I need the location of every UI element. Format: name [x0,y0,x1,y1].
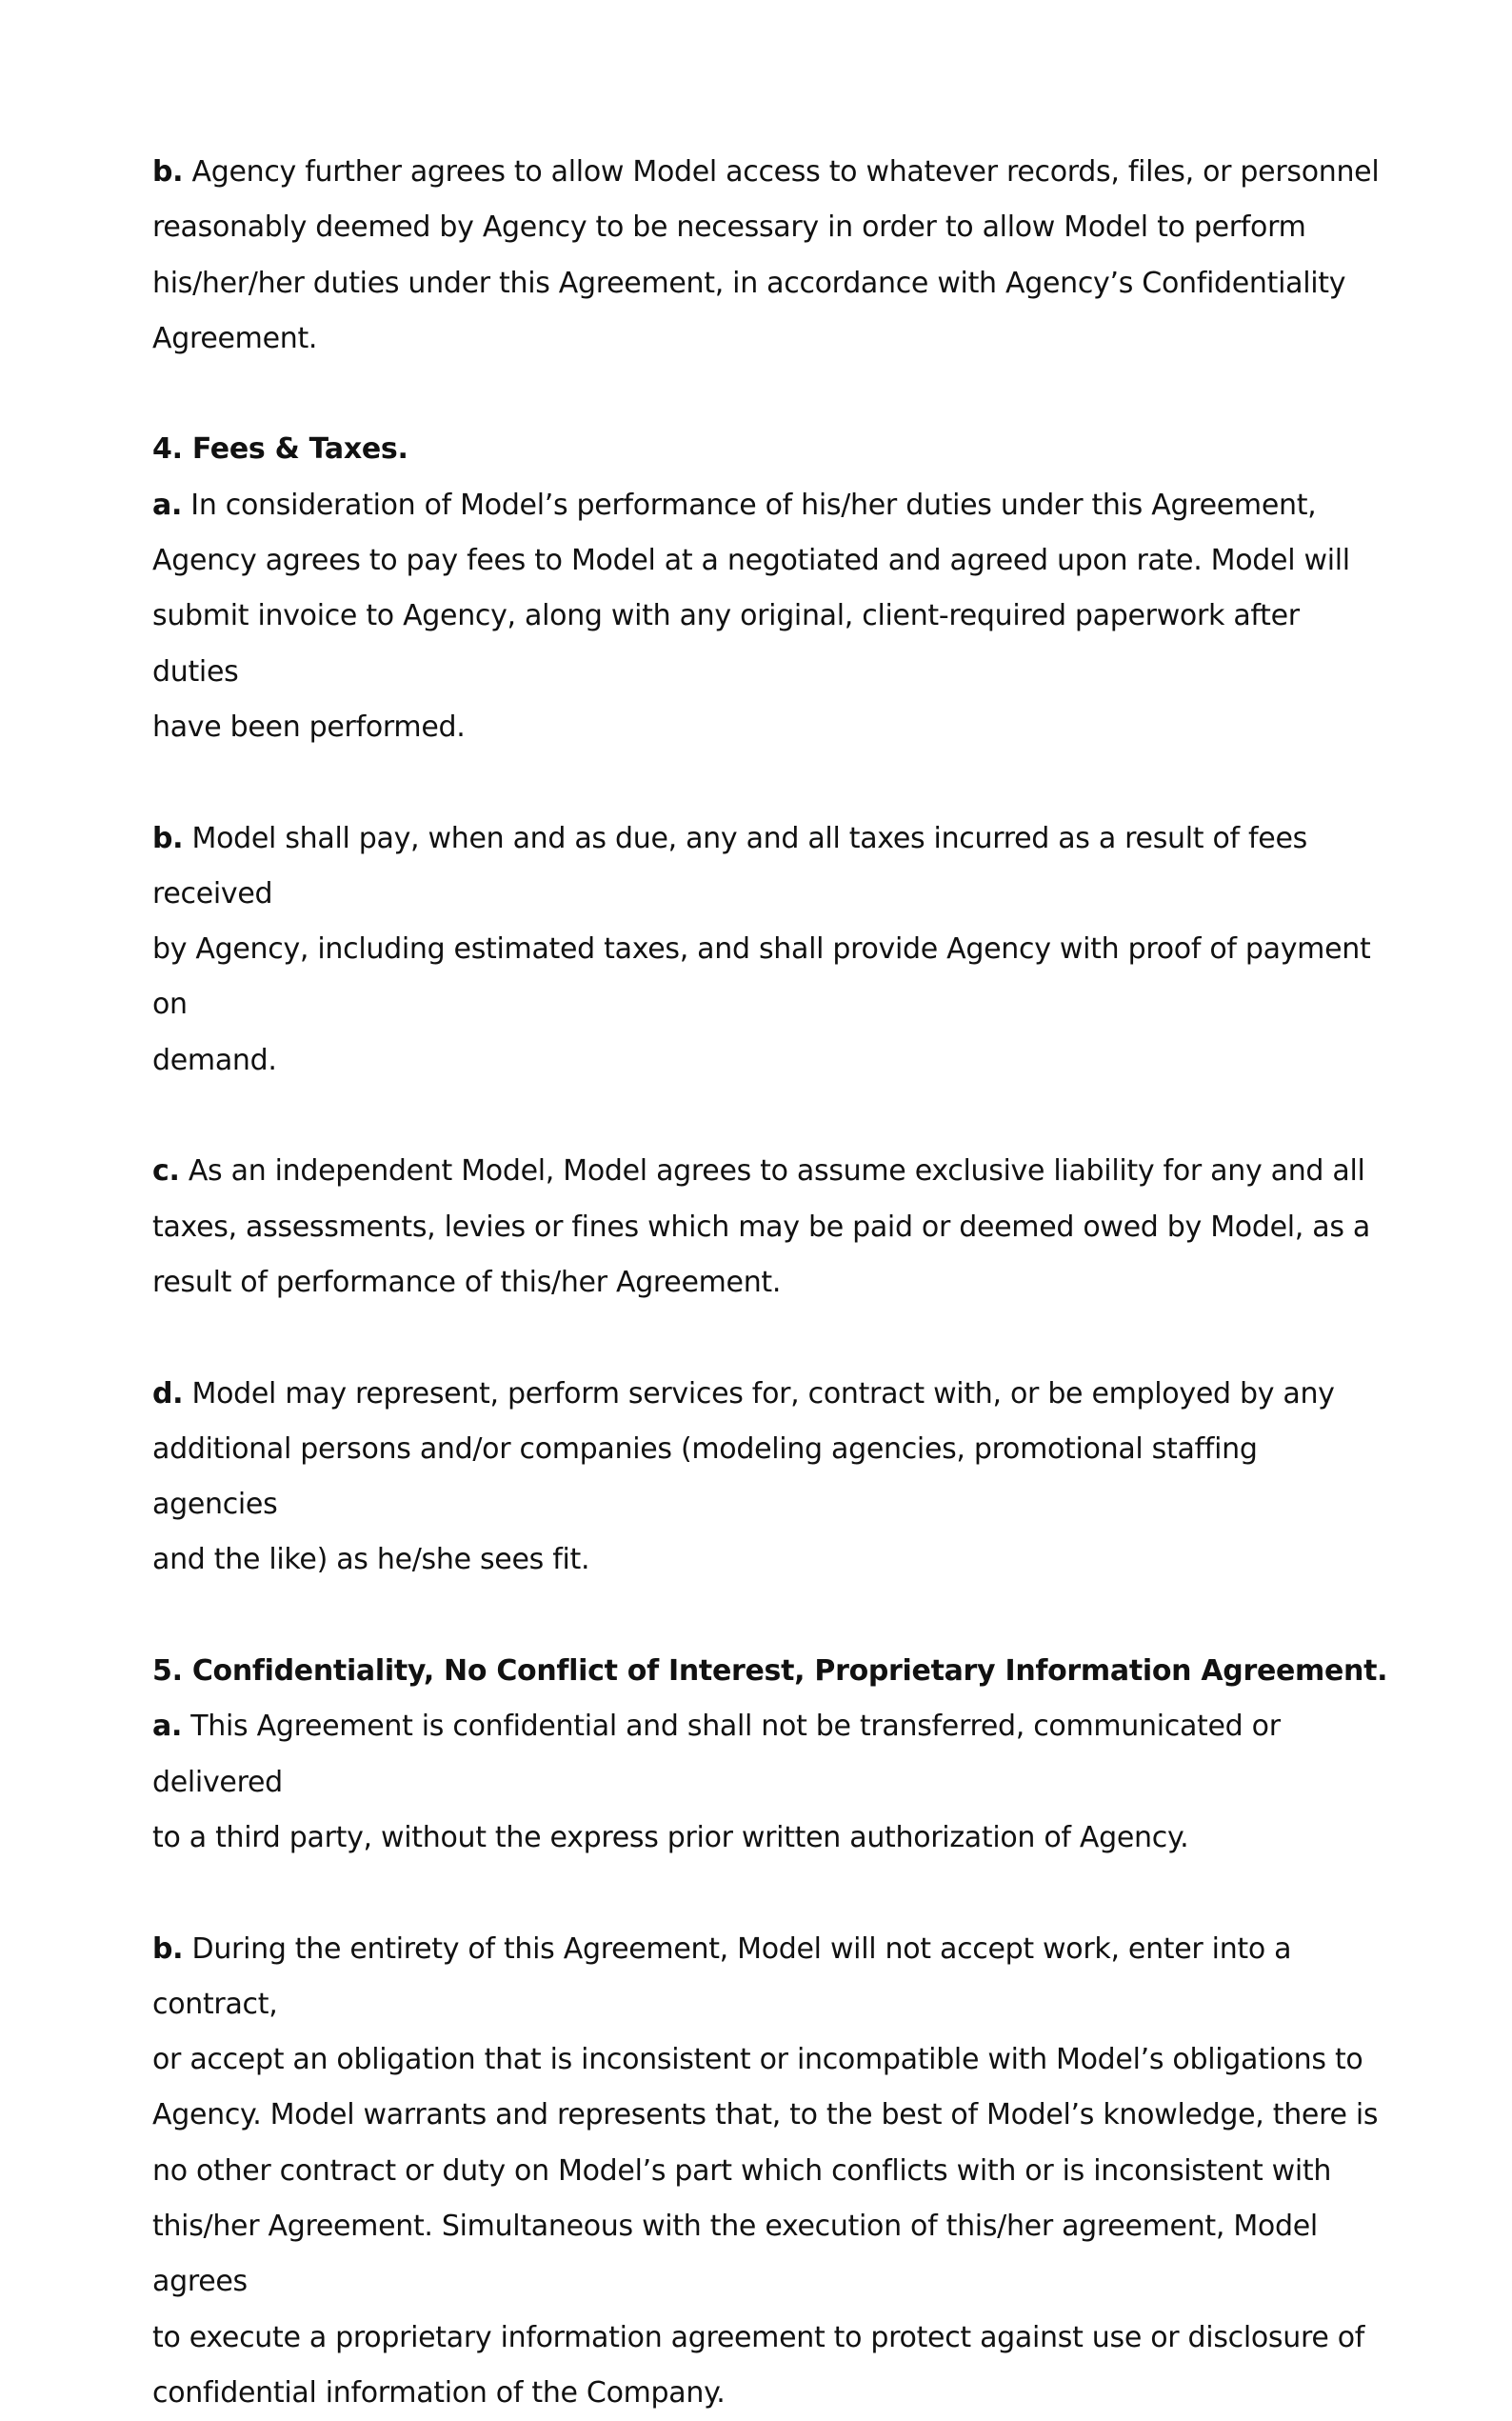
paragraph-text: In consideration of Model’s performance of his/her duties under this Agreement, Agency agrees to pay fees to Model at a negotiated and agreed upon rate. Model will submit invoice to Agency, along with any original, client-required paperwork after duties have been performed. [152,489,1350,744]
document-page [152,145,1390,2421]
section-heading-fees-taxes: 4. Fees & Taxes. [152,422,1390,477]
paragraph-text: During the entirety of this Agreement, Model will not accept work, enter into a contract, or accept an obligation that is inconsistent or incompatible with Model’s obligations to Agency. Model warrants and represents that, to the best of Model’s knowledge, there is no other contract or duty on Model’s part which conflicts with or is inconsistent with this/her Agreement. Simultaneous with the execution of this/her agreement, Model agrees to execute a proprietary information agreement to protect against use or disclosure of confidential information of the Company. [152,1932,1378,2410]
paragraph-5a [152,1699,1390,1866]
paragraph-text: Model shall pay, when and as due, any and all taxes incurred as a result of fees received by Agency, including estimated taxes, and shall provide Agency with proof of payment on demand. [152,822,1370,1077]
paragraph-4a [152,478,1390,755]
paragraph-3b [152,145,1390,367]
paragraph-marker: b. [152,822,183,855]
paragraph-gap [152,1589,1390,1644]
paragraph-4b [152,811,1390,1089]
paragraph-marker: a. [152,489,182,522]
paragraph-text: As an independent Model, Model agrees to assume exclusive liability for any and all taxes, assessments, levies or fines which may be paid or deemed owed by Model, as a result of performance of this/her Agreement. [152,1154,1370,1299]
paragraph-gap [152,1866,1390,1921]
paragraph-text: This Agreement is confidential and shall not be transferred, communicated or delivered to a third party, without the express prior written authorization of Agency. [152,1710,1281,1854]
paragraph-gap [152,755,1390,810]
paragraph-text: Agency further agrees to allow Model access to whatever records, files, or personnel reasonably deemed by Agency to be necessary in order to allow Model to perform his/her/her duties under this Agreement, in accordance with Agency’s Confidentiality Agreement. [152,155,1379,355]
paragraph-marker: b. [152,155,183,189]
paragraph-text: Model may represent, perform services for, contract with, or be employed by any additional persons and/or companies (modeling agencies, promotional staffing agencies and the like) as he/she sees fit. [152,1377,1335,1577]
paragraph-gap [152,367,1390,422]
paragraph-4c [152,1144,1390,1311]
paragraph-marker: b. [152,1932,183,1966]
paragraph-marker: c. [152,1154,180,1188]
paragraph-5b [152,1922,1390,2421]
paragraph-4d [152,1367,1390,1589]
section-heading-confidentiality: 5. Confidentiality, No Conflict of Interest, Proprietary Information Agreement. [152,1644,1390,1699]
paragraph-marker: a. [152,1710,182,1743]
paragraph-gap [152,1311,1390,1366]
paragraph-gap [152,1089,1390,1144]
paragraph-marker: d. [152,1377,183,1411]
